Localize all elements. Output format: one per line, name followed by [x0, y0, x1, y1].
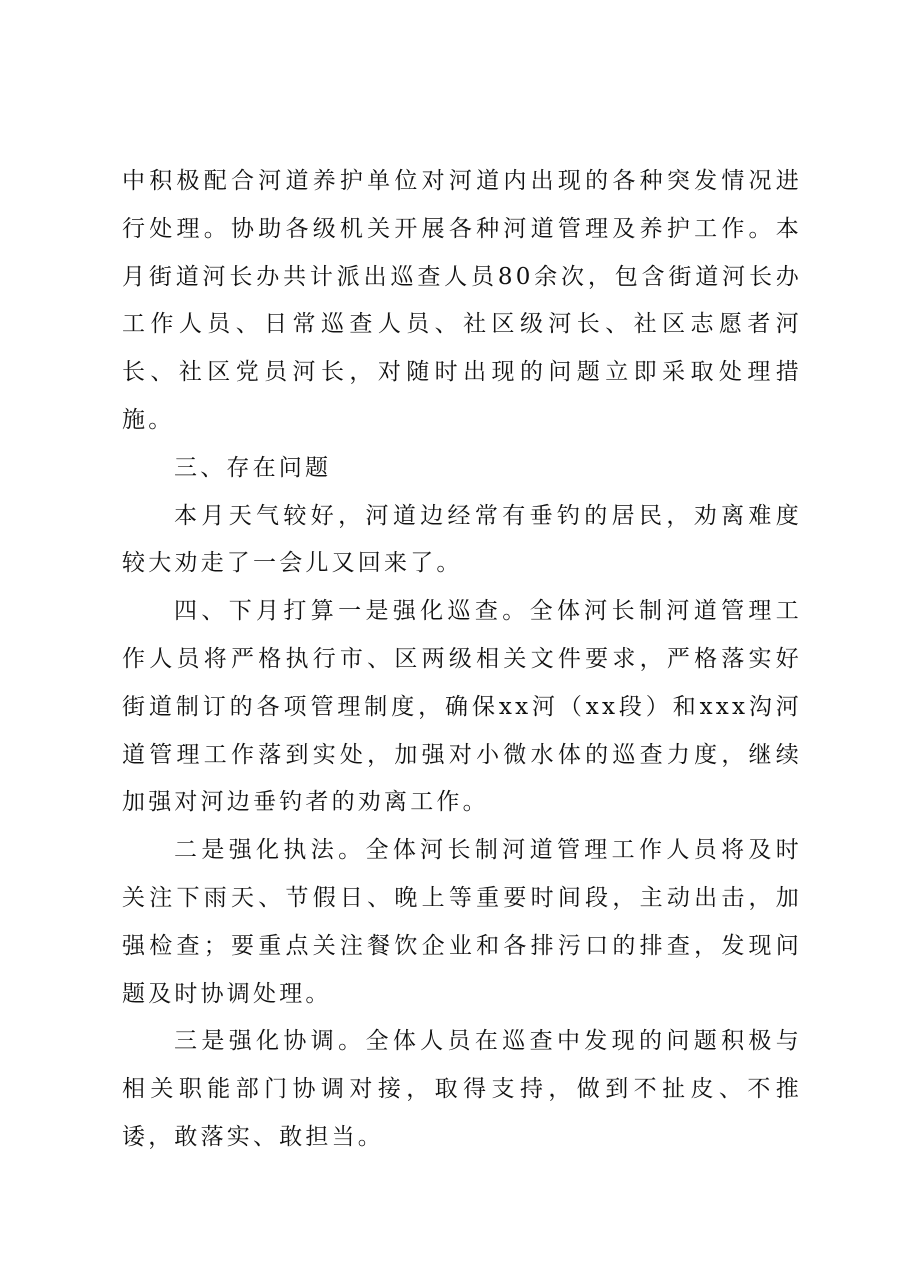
paragraph-enforcement: 二是强化执法。全体河长制河道管理工作人员将及时关注下雨天、节假日、晚上等重要时间段，主动出击，加强检查；要重点关注餐饮企业和各排污口的排查，发现问题及时协调处理。 — [122, 837, 802, 1007]
paragraph-continuation: 中积极配合河道养护单位对河道内出现的各种突发情况进行处理。协助各级机关开展各种河道管理及养护工作。本月街道河长办共计派出巡查人员80余次，包含街道河长办工作人员、日常巡查人员、社区级河长、社区志愿者河长、社区党员河长，对随时出现的问题立即采取处理措施。 — [122, 168, 802, 433]
document-body — [122, 158, 802, 1162]
paragraph-problems: 本月天气较好，河道边经常有垂钓的居民，劝离难度较大劝走了一会儿又回来了。 — [122, 502, 802, 577]
paragraph-coordination: 三是强化协调。全体人员在巡查中发现的问题积极与相关职能部门协调对接，取得支持，做到不扯皮、不推诿，敢落实、敢担当。 — [122, 1028, 802, 1150]
paragraph-next-month-plan: 四、下月打算一是强化巡查。全体河长制河道管理工作人员将严格执行市、区两级相关文件要求，严格落实好街道制订的各项管理制度，确保xx河（xx段）和xxx沟河道管理工作落到实处，加强对小微水体的巡查力度，继续加强对河边垂钓者的劝离工作。 — [122, 598, 802, 816]
section-heading-problems: 三、存在问题 — [174, 454, 332, 481]
